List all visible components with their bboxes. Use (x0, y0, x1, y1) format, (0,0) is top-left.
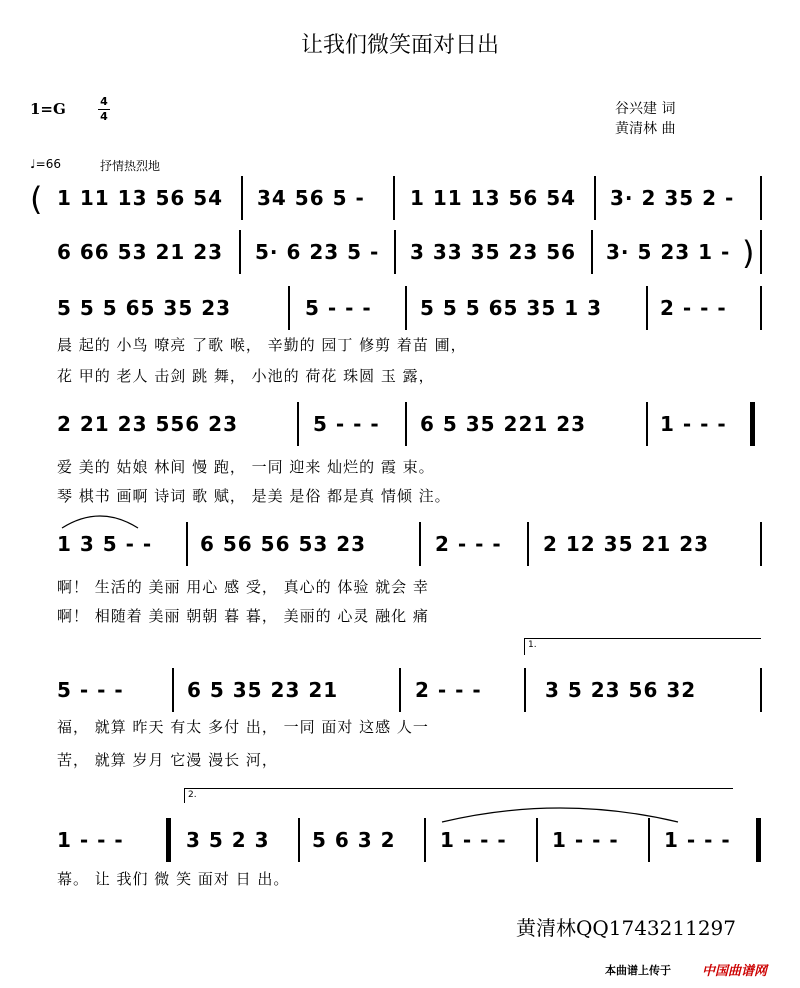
measure-7-3: 5 6 3 2 (312, 828, 396, 852)
measure-1-3: 1 11 13 56 54 (410, 186, 577, 210)
barline (419, 522, 421, 566)
lyrics-verse-1: 幕。 让 我们 微 笑 面对 日 出。 (57, 870, 290, 888)
tempo-marking: ♩=66 (30, 157, 61, 171)
measure-7-2: 3 5 2 3 (186, 828, 270, 852)
final-barline (756, 818, 761, 862)
barline (760, 176, 762, 220)
barline (594, 176, 596, 220)
arranger-contact: 黄清林QQ1743211297 (515, 916, 736, 940)
volta-bracket-1: 1. (524, 638, 761, 655)
measure-3-2: 5 - - - (305, 296, 372, 320)
barline (297, 402, 299, 446)
key-signature: 1=G (30, 100, 66, 118)
barline (527, 522, 529, 566)
composer-credit: 黄清林 曲 (615, 121, 676, 137)
barline (172, 668, 174, 712)
barline (536, 818, 538, 862)
barline (394, 230, 396, 274)
measure-1-4: 3· 2 35 2 - (610, 186, 735, 210)
barline (405, 402, 407, 446)
time-signature: 4 4 (98, 96, 110, 123)
barline (298, 818, 300, 862)
lyrics-verse-2: 琴 棋书 画啊 诗词 歌 赋， 是美 是俗 都是真 情倾 注。 (57, 487, 451, 505)
slur-mark (60, 510, 140, 530)
measure-2-4: 3· 5 23 1 - (606, 240, 731, 264)
open-paren: ( (30, 180, 43, 218)
measure-3-1: 5 5 5 65 35 23 (57, 296, 232, 320)
upload-note: 本曲谱上传于 (605, 964, 671, 977)
measure-7-5: 1 - - - (552, 828, 619, 852)
barline (288, 286, 290, 330)
measure-5-2: 6 56 56 53 23 (200, 532, 367, 556)
measure-6-4: 3 5 23 56 32 (545, 678, 697, 702)
lyrics-verse-1: 啊！ 生活的 美丽 用心 感 受， 真心的 体验 就会 幸 (57, 578, 429, 596)
barline (648, 818, 650, 862)
measure-4-4: 1 - - - (660, 412, 727, 436)
site-logo[interactable]: 中国曲谱网 (702, 964, 768, 979)
barline (239, 230, 241, 274)
measure-6-2: 6 5 35 23 21 (187, 678, 339, 702)
measure-4-1: 2 21 23 556 23 (57, 412, 239, 436)
measure-4-2: 5 - - - (313, 412, 380, 436)
measure-4-3: 6 5 35 221 23 (420, 412, 587, 436)
barline (646, 286, 648, 330)
lyrics-verse-1: 爱 美的 姑娘 林间 慢 跑， 一同 迎来 灿烂的 霞 束。 (57, 458, 435, 476)
measure-6-3: 2 - - - (415, 678, 482, 702)
lyricist-credit: 谷兴建 词 (615, 101, 676, 117)
song-title: 让我们微笑面对日出 (300, 33, 499, 58)
lyrics-verse-1: 福， 就算 昨天 有太 多付 出， 一同 面对 这感 人一 (57, 718, 429, 736)
measure-5-1: 1 3 5 - - (57, 532, 153, 556)
measure-7-4: 1 - - - (440, 828, 507, 852)
barline (760, 668, 762, 712)
barline (591, 230, 593, 274)
barline (760, 286, 762, 330)
barline (241, 176, 243, 220)
measure-7-6: 1 - - - (664, 828, 731, 852)
lyrics-verse-2: 啊！ 相随着 美丽 朝朝 暮 暮， 美丽的 心灵 融化 痛 (57, 607, 429, 625)
measure-3-3: 5 5 5 65 35 1 3 (420, 296, 603, 320)
barline (424, 818, 426, 862)
measure-2-2: 5· 6 23 5 - (255, 240, 380, 264)
measure-7-1: 1 - - - (57, 828, 124, 852)
measure-5-4: 2 12 35 21 23 (543, 532, 710, 556)
measure-1-1: 1 11 13 56 54 (57, 186, 224, 210)
lyrics-verse-1: 晨 起的 小鸟 嘹亮 了歌 喉， 辛勤的 园丁 修剪 着苗 圃， (57, 336, 467, 354)
barline (524, 668, 526, 712)
barline (399, 668, 401, 712)
measure-6-1: 5 - - - (57, 678, 124, 702)
measure-1-2: 34 56 5 - (257, 186, 365, 210)
barline (760, 522, 762, 566)
barline (646, 402, 648, 446)
measure-2-3: 3 33 35 23 56 (410, 240, 577, 264)
barline (405, 286, 407, 330)
expression-marking: 抒情热烈地 (100, 159, 161, 173)
repeat-barline (166, 818, 171, 862)
lyrics-verse-2: 苦， 就算 岁月 它漫 漫长 河， (57, 751, 278, 769)
barline (760, 230, 762, 274)
measure-2-1: 6 66 53 21 23 (57, 240, 224, 264)
repeat-barline (750, 402, 755, 446)
barline (393, 176, 395, 220)
lyrics-verse-2: 花 甲的 老人 击剑 跳 舞， 小池的 荷花 珠圆 玉 露， (57, 367, 435, 385)
barline (186, 522, 188, 566)
tie-mark (440, 802, 680, 824)
measure-3-4: 2 - - - (660, 296, 727, 320)
close-paren: ) (742, 234, 755, 272)
measure-5-3: 2 - - - (435, 532, 502, 556)
volta-bracket-2: 2. (184, 788, 733, 803)
